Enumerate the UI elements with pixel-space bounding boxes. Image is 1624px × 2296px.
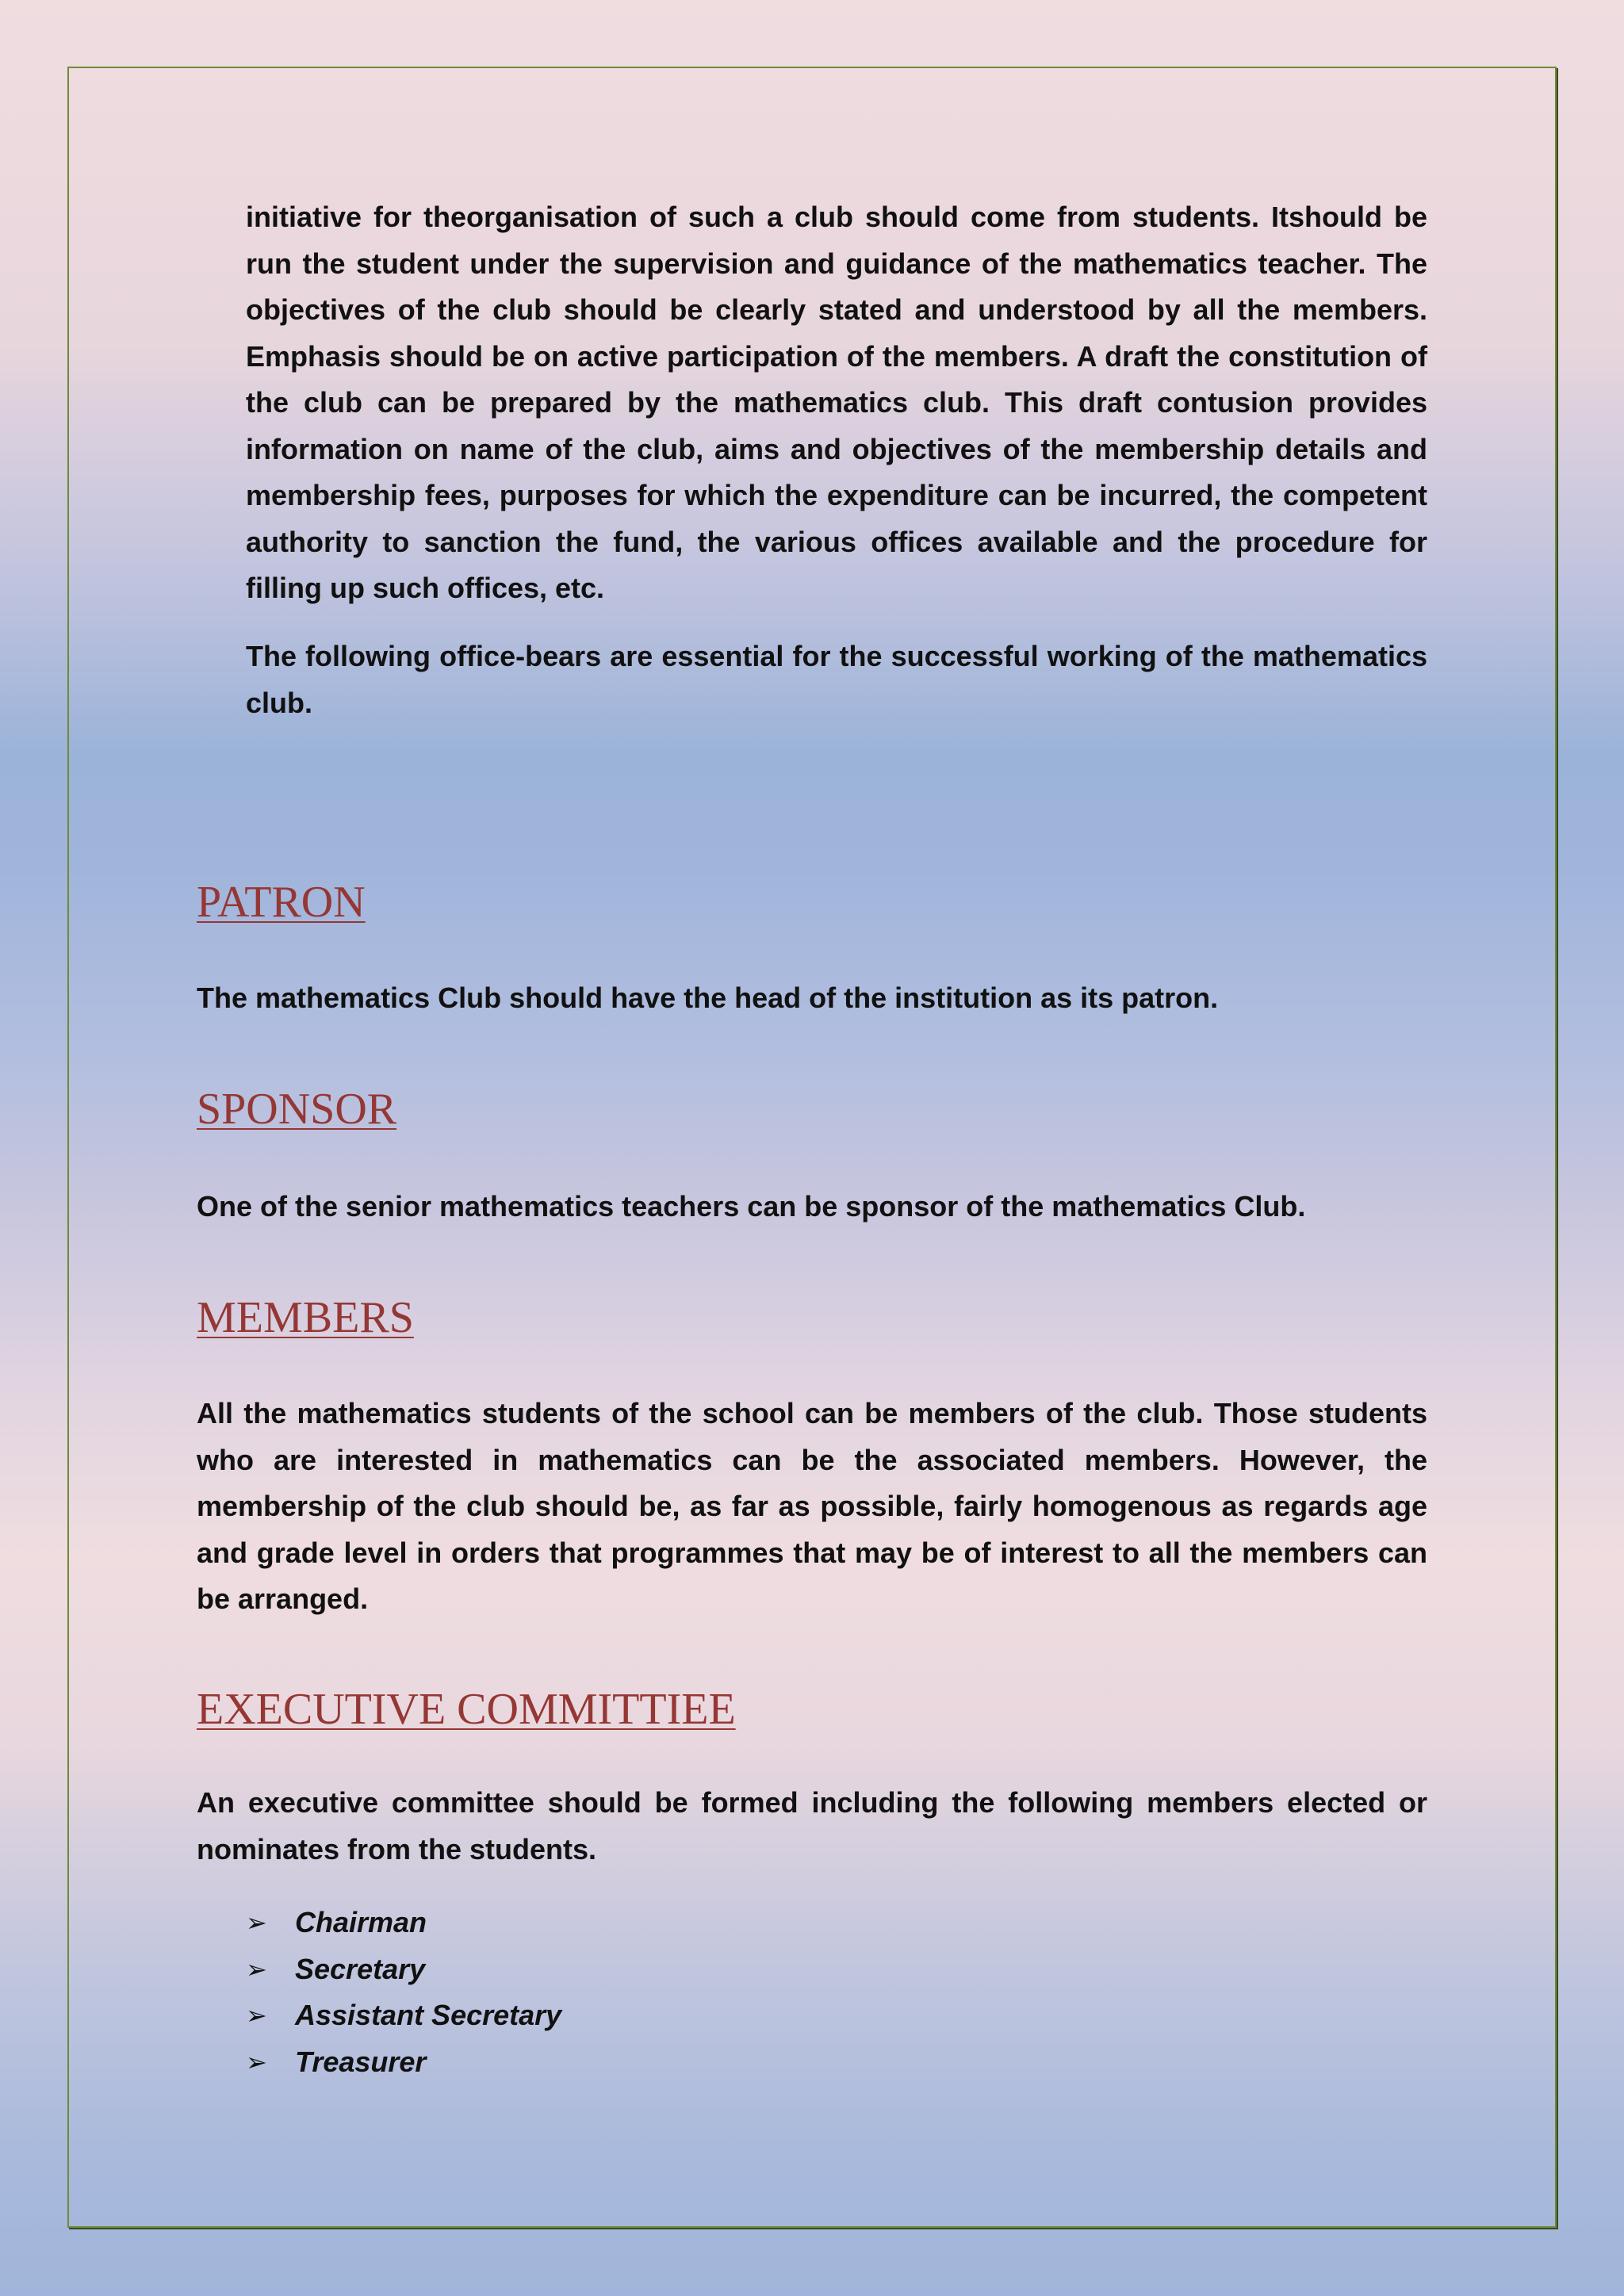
list-item (246, 1992, 561, 2039)
list-item-label: Secretary (295, 1952, 426, 1985)
executive-committee-heading: EXECUTIVE COMMITTIEE (197, 1685, 736, 1734)
sponsor-heading: SPONSOR (197, 1085, 397, 1134)
list-item-label: Chairman (295, 1906, 427, 1939)
members-heading: MEMBERS (197, 1293, 414, 1342)
patron-text: The mathematics Club should have the head of the institution as its patron. (197, 982, 1219, 1014)
list-item-label: Assistant Secretary (295, 1999, 562, 2032)
list-item (246, 1900, 561, 1946)
list-item (246, 2039, 561, 2086)
arrowhead-bullet-icon: ➢ (246, 1954, 267, 1984)
arrowhead-bullet-icon: ➢ (246, 1908, 267, 1938)
executive-members-list (246, 1900, 561, 2085)
intro-paragraph: initiative for theorganisation of such a club should come from students. Itshould be run the student under the supervision and guidance of the mathematics teacher. The objectives of the club should be clearly stated and understood by all the members. Emphasis should be on active participation of the members. A draft the constitution of the club can be prepared by the mathematics club. This draft contusion provides information on name of the club, aims and objectives of the membership details and membership fees, purposes for which the expenditure can be incurred, the competent authority to sanction the fund, the various offices available and the procedure for filling up such offices, etc. (246, 201, 1427, 604)
arrowhead-bullet-icon: ➢ (246, 2047, 267, 2076)
arrowhead-bullet-icon: ➢ (246, 2001, 267, 2030)
sponsor-text: One of the senior mathematics teachers can be sponsor of the mathematics Club. (197, 1190, 1306, 1223)
list-item-label: Treasurer (295, 2045, 427, 2078)
executive-committee-text: An executive committee should be formed including the following members elected or nominates from the students. (197, 1786, 1427, 1866)
list-item (246, 1946, 561, 1993)
office-bearers-paragraph: The following office-bears are essential for the successful working of the mathematics club. (246, 640, 1427, 719)
patron-heading: PATRON (197, 878, 366, 927)
members-text: All the mathematics students of the school can be members of the club. Those students who are interested in mathematics can be the associated members. However, the membership of the club should be, as far as possible, fairly homogenous as regards age and grade level in orders that programmes that may be of interest to all the members can be arranged. (197, 1397, 1427, 1615)
